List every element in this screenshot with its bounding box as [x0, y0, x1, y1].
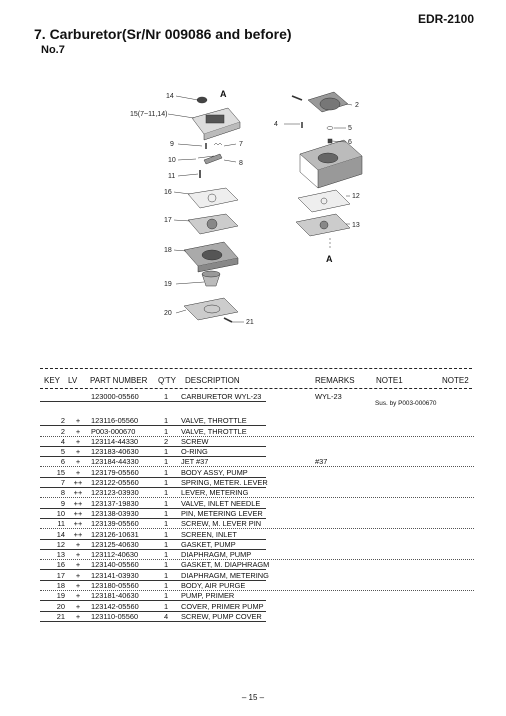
callout-20: 20 [164, 310, 172, 317]
table-header [40, 376, 474, 388]
row-key: 5 [60, 447, 65, 457]
row-quantity: 1 [163, 392, 169, 402]
row-quantity: 1 [163, 601, 169, 611]
reference-mark-a-top: A [220, 89, 227, 99]
row-description: DIAPHRAGM, METERING [181, 570, 269, 580]
table-top-rule [40, 368, 472, 369]
table-row [40, 612, 474, 622]
row-key: 18 [56, 581, 65, 591]
row-part-number: 123184-44330 [91, 457, 139, 467]
row-level: ++ [73, 508, 83, 518]
row-part-number: 123123-03930 [91, 488, 139, 498]
row-description: VALVE, THROTTLE [181, 426, 247, 436]
row-description: GASKET, M. DIAPHRAGM [181, 560, 270, 570]
row-part-number: 123137-19830 [91, 498, 139, 508]
row-key: 17 [56, 570, 65, 580]
row-key: 10 [56, 508, 65, 518]
row-key: 4 [60, 436, 65, 446]
row-quantity: 1 [163, 529, 169, 539]
row-quantity: 2 [163, 436, 169, 446]
col-lv: LV [68, 376, 78, 385]
row-description: SCREEN, INLET [181, 529, 237, 539]
row-description: O-RING [181, 447, 208, 457]
callout-8: 8 [239, 160, 243, 167]
row-quantity: 1 [163, 457, 169, 467]
row-description: BODY ASSY, PUMP [181, 467, 248, 477]
row-quantity: 1 [163, 478, 169, 488]
row-description: SCREW [181, 436, 209, 446]
row-description: SCREW, M. LEVER PIN [181, 519, 262, 529]
table-row [40, 402, 474, 426]
callout-21: 21 [246, 319, 254, 326]
table-row [40, 519, 474, 529]
table-row [40, 601, 474, 611]
row-part-number: P003-000670 [91, 426, 136, 436]
row-quantity: 1 [163, 447, 169, 457]
row-key: 12 [56, 539, 65, 549]
row-key: 2 [60, 426, 65, 436]
row-part-number: 123114-44330 [91, 436, 139, 446]
row-description: SPRING, METER. LEVER [181, 478, 268, 488]
col-note2: NOTE2 [442, 376, 469, 385]
row-part-number: 123110-05560 [91, 611, 139, 621]
row-quantity: 1 [163, 591, 169, 601]
row-level: + [75, 581, 81, 591]
table-row [40, 570, 474, 580]
figure-number: No.7 [41, 44, 65, 56]
callout-13: 13 [352, 222, 360, 229]
row-description: VALVE, THROTTLE [181, 416, 247, 426]
col-remarks: REMARKS [315, 376, 355, 385]
row-description: JET #37 [181, 457, 209, 467]
row-key: 19 [56, 591, 65, 601]
table-row [40, 447, 474, 457]
row-part-number: 123112-40630 [91, 550, 139, 560]
callout-16: 16 [164, 189, 172, 196]
row-part-number: 123179-05560 [91, 467, 139, 477]
row-level: + [75, 570, 81, 580]
row-quantity: 1 [163, 426, 169, 436]
row-key: 7 [60, 478, 65, 488]
row-part-number: 123181-40630 [91, 591, 139, 601]
row-description: CARBURETOR WYL-23 [181, 392, 262, 402]
row-part-number: 123183-40630 [91, 447, 139, 457]
row-quantity: 1 [163, 519, 169, 529]
row-quantity: 4 [163, 611, 169, 621]
row-part-number: 123122-05560 [91, 478, 139, 488]
callout-6: 6 [348, 139, 352, 146]
row-note1: Sus. by P003-000670 [375, 400, 437, 408]
row-part-number: 123180-05560 [91, 581, 139, 591]
table-row [40, 457, 474, 467]
row-remarks: #37 [315, 457, 328, 467]
row-quantity: 1 [163, 560, 169, 570]
row-description: PUMP, PRIMER [181, 591, 235, 601]
row-description: SCREW, PUMP COVER [181, 611, 262, 621]
row-quantity: 1 [163, 488, 169, 498]
row-key: 8 [60, 488, 65, 498]
row-level: + [75, 539, 81, 549]
callout-17: 17 [164, 217, 172, 224]
row-quantity: 1 [163, 550, 169, 560]
callout-14: 14 [166, 93, 174, 100]
callout-2: 2 [355, 102, 359, 109]
row-level: + [75, 457, 81, 467]
row-level: + [75, 447, 81, 457]
callout-7: 7 [239, 141, 243, 148]
callout-9: 9 [170, 141, 174, 148]
row-description: VALVE, INLET NEEDLE [181, 498, 261, 508]
callout-4: 4 [274, 121, 278, 128]
row-key: 20 [56, 601, 65, 611]
row-key: 16 [56, 560, 65, 570]
callout-10: 10 [168, 157, 176, 164]
row-level: + [75, 601, 81, 611]
table-row [40, 529, 474, 539]
row-quantity: 1 [163, 508, 169, 518]
page-number: – 15 – [241, 693, 265, 702]
row-key: 13 [56, 550, 65, 560]
row-key: 21 [56, 611, 65, 621]
table-row [40, 591, 474, 601]
row-level: + [75, 416, 81, 426]
row-description: LEVER, METERING [181, 488, 249, 498]
row-description: PIN, METERING LEVER [181, 508, 263, 518]
exploded-parts-diagram [0, 0, 506, 350]
row-level: ++ [73, 498, 83, 508]
row-quantity: 1 [163, 570, 169, 580]
col-qty: Q'TY [158, 376, 176, 385]
table-row [40, 581, 474, 591]
row-quantity: 1 [163, 581, 169, 591]
table-row [40, 560, 474, 570]
table-row [40, 437, 474, 447]
row-part-number: 123142-05560 [91, 601, 139, 611]
row-part-number: 123126-10631 [91, 529, 139, 539]
row-level: + [75, 550, 81, 560]
row-level: + [75, 467, 81, 477]
callout-5: 5 [348, 125, 352, 132]
row-key: 9 [60, 498, 65, 508]
row-quantity: 1 [163, 498, 169, 508]
row-level: ++ [73, 488, 83, 498]
row-part-number: 123140-05560 [91, 560, 139, 570]
callout-12: 12 [352, 193, 360, 200]
row-description: BODY, AIR PURGE [181, 581, 246, 591]
col-description: DESCRIPTION [185, 376, 240, 385]
row-key: 6 [60, 457, 65, 467]
row-key: 14 [56, 529, 65, 539]
row-description: GASKET, PUMP [181, 539, 236, 549]
parts-table [40, 392, 474, 622]
row-part-number: 123141-03930 [91, 570, 139, 580]
row-part-number: 123138-03930 [91, 508, 139, 518]
row-quantity: 1 [163, 416, 169, 426]
row-part-number: 123125-40630 [91, 539, 139, 549]
row-level: + [75, 436, 81, 446]
row-level: ++ [73, 529, 83, 539]
row-remarks: WYL-23 [315, 392, 342, 402]
table-header-rule [40, 388, 472, 389]
model-name: EDR-2100 [417, 12, 474, 26]
reference-mark-a-bottom: A [326, 254, 333, 264]
col-part-number: PART NUMBER [90, 376, 148, 385]
row-level: + [75, 611, 81, 621]
table-row [40, 509, 474, 519]
row-level: + [75, 426, 81, 436]
row-quantity: 1 [163, 539, 169, 549]
row-level: ++ [73, 478, 83, 488]
table-row [40, 478, 474, 488]
row-part-number: 123139-05560 [91, 519, 139, 529]
row-level: ++ [73, 519, 83, 529]
row-description: COVER, PRIMER PUMP [181, 601, 264, 611]
row-key: 15 [56, 467, 65, 477]
table-row [40, 540, 474, 550]
callout-18: 18 [164, 247, 172, 254]
row-level: + [75, 560, 81, 570]
table-row [40, 550, 474, 560]
row-separator [40, 621, 266, 622]
callout-19: 19 [164, 281, 172, 288]
col-note1: NOTE1 [376, 376, 403, 385]
col-key: KEY [44, 376, 61, 385]
callout-11: 11 [168, 173, 176, 180]
table-row [40, 488, 474, 498]
page-title: 7. Carburetor(Sr/Nr 009086 and before) [34, 26, 292, 42]
table-row [40, 426, 474, 436]
row-description: DIAPHRAGM, PUMP [181, 550, 252, 560]
row-part-number: 123116-05560 [91, 416, 139, 426]
table-row [40, 498, 474, 508]
row-quantity: 1 [163, 467, 169, 477]
table-row [40, 467, 474, 477]
row-key: 2 [60, 416, 65, 426]
row-level: + [75, 591, 81, 601]
row-key: 11 [57, 519, 65, 529]
row-part-number: 123000-05560 [91, 392, 139, 402]
callout-15: 15(7~11,14) [130, 111, 168, 118]
